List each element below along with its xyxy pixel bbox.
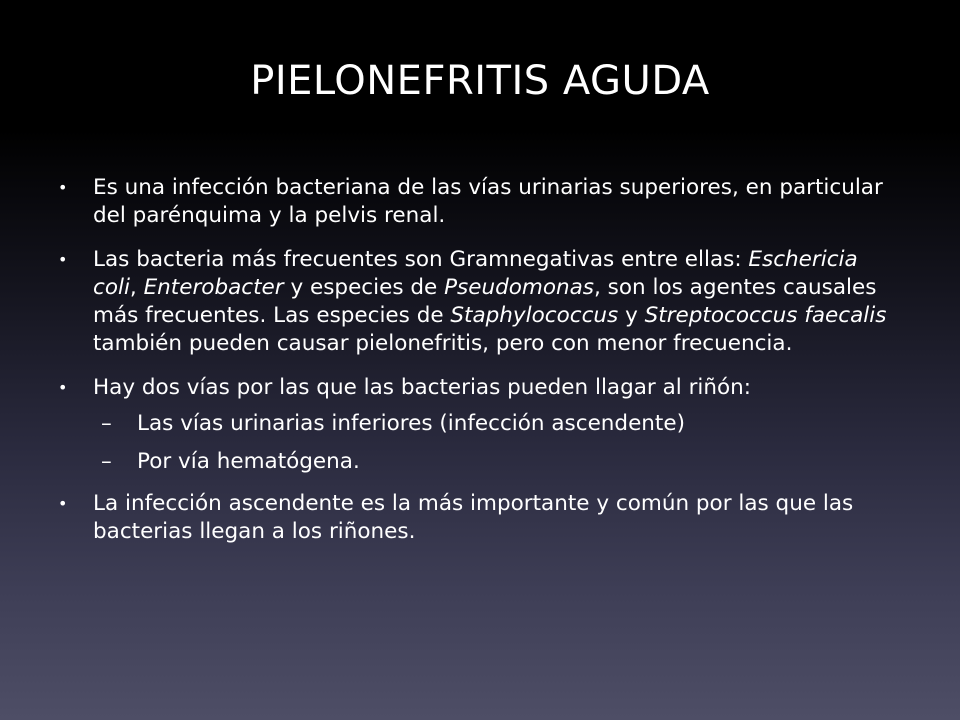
- italic-species: Eschericia coli: [93, 247, 858, 300]
- slide-body: [58, 174, 898, 562]
- bullet-text: La infección ascendente es la más importante y común por las que las bacterias llegan a los riñones.: [93, 491, 854, 544]
- italic-species: Enterobacter: [143, 275, 284, 300]
- bullet-marker: •: [58, 494, 68, 513]
- sub-item: [58, 410, 898, 438]
- italic-species: Staphylococcus: [450, 303, 619, 328]
- bullet-item: [58, 490, 898, 546]
- bullet-marker: •: [58, 178, 68, 197]
- dash-marker: –: [101, 411, 112, 436]
- text-run: y: [618, 303, 645, 328]
- sub-item-text: Las vías urinarias inferiores (infección ascendente): [137, 411, 685, 436]
- text-run: también pueden causar pielonefritis, pero con menor frecuencia.: [93, 331, 793, 356]
- text-run: Las bacteria más frecuentes son Gramnegativas entre ellas:: [93, 247, 749, 272]
- bullet-text: Es una infección bacteriana de las vías urinarias superiores, en particular del parénquima y la pelvis renal.: [93, 175, 883, 228]
- bullet-text: [93, 247, 886, 356]
- dash-marker: –: [101, 449, 112, 474]
- text-run: , son los agentes causales más frecuentes. Las especies de: [93, 275, 877, 328]
- bullet-text: Hay dos vías por las que las bacterias pueden llagar al riñón:: [93, 375, 752, 400]
- slide-title: PIELONEFRITIS AGUDA: [250, 58, 710, 104]
- italic-species: Streptococcus faecalis: [644, 303, 887, 328]
- sub-item-text: Por vía hematógena.: [137, 449, 360, 474]
- bullet-item: [58, 174, 898, 230]
- bullet-item: [58, 374, 898, 402]
- bullet-marker: •: [58, 378, 68, 397]
- italic-species: Pseudomonas: [444, 275, 595, 300]
- bullet-item: [58, 246, 898, 358]
- sub-item: [58, 448, 898, 476]
- text-run: y especies de: [283, 275, 445, 300]
- bullet-marker: •: [58, 250, 68, 269]
- text-run: ,: [129, 275, 144, 300]
